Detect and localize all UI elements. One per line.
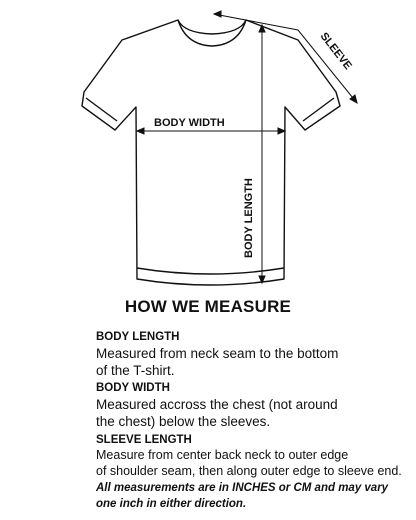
- sleeve-length-title: SLEEVE LENGTH: [96, 434, 192, 446]
- note-line-2: one inch in either direction.: [96, 498, 247, 510]
- page-heading: HOW WE MEASURE: [124, 297, 292, 316]
- tshirt-outline: [82, 20, 340, 285]
- body-length-measure: [259, 25, 265, 283]
- body-length-line-1: Measured from neck seam to the bottom: [96, 346, 339, 361]
- body-width-label: BODY WIDTH: [154, 117, 225, 129]
- body-length-line-2: of the T-shirt.: [96, 363, 175, 378]
- body-width-line-2: the chest) below the sleeves.: [96, 414, 271, 429]
- body-width-title: BODY WIDTH: [96, 382, 170, 394]
- body-width-line-1: Measured accross the chest (not around: [96, 397, 338, 412]
- sleeve-length-line-2: of shoulder seam, then along outer edge to sleeve end.: [96, 464, 402, 478]
- sleeve-length-line-1: Measure from center back neck to outer edge: [96, 448, 349, 462]
- body-length-title: BODY LENGTH: [96, 331, 180, 343]
- body-length-label: BODY LENGTH: [243, 178, 255, 258]
- measurement-note: [96, 480, 388, 512]
- note-line-1: All measurements are in INCHES or CM and may vary: [96, 482, 389, 494]
- sleeve-label: SLEEVE: [317, 30, 354, 73]
